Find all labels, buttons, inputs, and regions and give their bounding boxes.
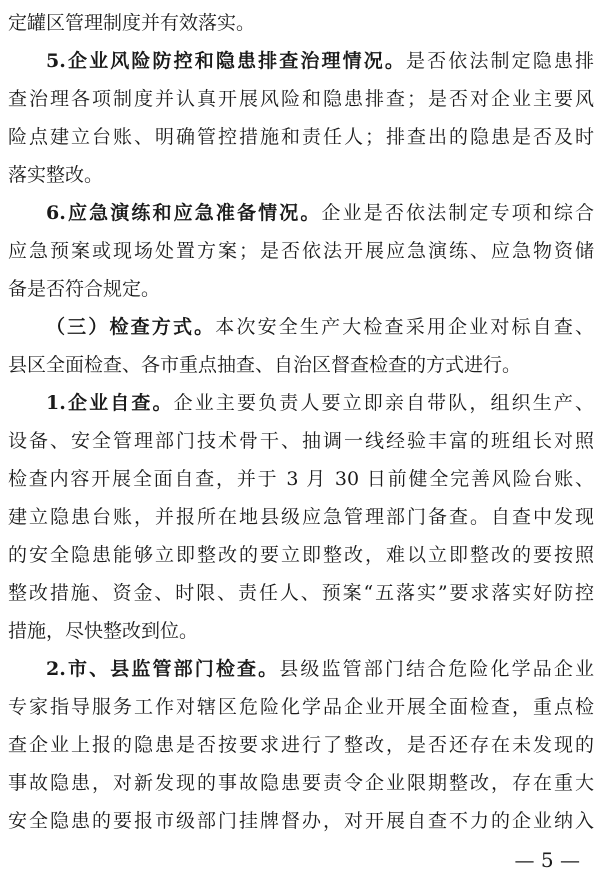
section-heading: 2.市、县监管部门检查。 (46, 658, 280, 680)
text-line: 定罐区管理制度并有效落实。 (8, 12, 256, 34)
paragraph-first-line (46, 654, 594, 684)
text-span: 是否依法制定隐患排 (405, 50, 594, 72)
paragraph-first-line (46, 388, 594, 418)
page-number: — 5 — (514, 848, 580, 872)
text-line: 应急预案或现场处置方案；是否依法开展应急演练、应急物资储 (8, 240, 594, 262)
paragraph-first-line (46, 312, 594, 342)
text-span: 企业主要负责人要立即亲自带队，组织生产、 (173, 392, 594, 414)
text-line: 的安全隐患能够立即整改的要立即整改，难以立即整改的要按照 (8, 544, 594, 566)
section-heading: 5.企业风险防控和隐患排查治理情况。 (46, 50, 406, 72)
text-line: 险点建立台账、明确管控措施和责任人；排查出的隐患是否及时 (8, 126, 594, 148)
text-line: 查企业上报的隐患是否按要求进行了整改，是否还存在未发现的 (8, 734, 594, 756)
text-line: 专家指导服务工作对辖区危险化学品企业开展全面检查，重点检 (8, 696, 594, 718)
text-line: 落实整改。 (8, 164, 104, 186)
text-line: 县区全面检查、各市重点抽查、自治区督查检查的方式进行。 (8, 354, 522, 376)
text-line: 查治理各项制度并认真开展风险和隐患排查；是否对企业主要风 (8, 88, 594, 110)
text-line: 整改措施、资金、时限、责任人、预案“五落实”要求落实好防控 (8, 582, 594, 604)
paragraph-first-line (46, 198, 594, 228)
text-line: 备是否符合规定。 (8, 278, 161, 300)
text-line: 安全隐患的要报市级部门挂牌督办，对开展自查不力的企业纳入 (8, 810, 594, 832)
text-line: 建立隐患台账，并报所在地县级应急管理部门备查。自查中发现 (8, 506, 594, 528)
text-span: 企业是否依法制定专项和综合 (321, 202, 594, 224)
paragraph-first-line (46, 46, 594, 76)
section-heading: （三）检查方式。 (46, 316, 216, 338)
section-heading: 1.企业自查。 (46, 392, 174, 414)
text-line: 事故隐患，对新发现的事故隐患要责令企业限期整改，存在重大 (8, 772, 594, 794)
text-line: 检查内容开展全面自查，并于 3 月 30 日前健全完善风险台账、 (8, 468, 594, 490)
text-line: 设备、安全管理部门技术骨干、抽调一线经验丰富的班组长对照 (8, 430, 594, 452)
text-span: 本次安全生产大检查采用企业对标自查、 (215, 316, 594, 338)
text-line: 措施，尽快整改到位。 (8, 620, 199, 642)
text-span: 县级监管部门结合危险化学品企业 (279, 658, 594, 680)
section-heading: 6.应急演练和应急准备情况。 (46, 202, 322, 224)
